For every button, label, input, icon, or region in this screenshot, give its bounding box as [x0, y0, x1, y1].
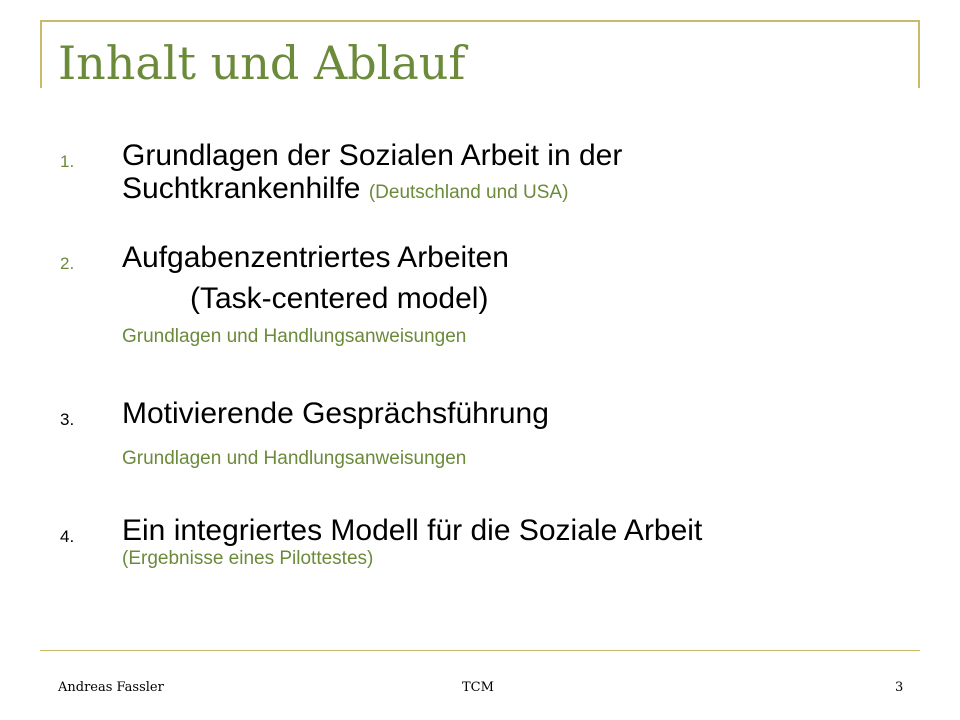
list-item-4-line1: Ein integriertes Modell für die Soziale Arbeit: [122, 514, 703, 547]
list-item-1-note: (Deutschland und USA): [368, 182, 569, 203]
list-item-1-line1: Grundlagen der Sozialen Arbeit in der: [122, 139, 623, 172]
footer-author: Andreas Fassler: [58, 680, 164, 695]
list-number-3: 3.: [60, 410, 75, 429]
list-number-4: 4.: [60, 527, 75, 546]
list-item-1-line2: [122, 173, 568, 209]
list-item-4-note: (Ergebnisse eines Pilottestes): [122, 548, 374, 569]
frame-top-line: [40, 20, 920, 22]
footer-divider: [40, 650, 920, 651]
list-item-2-line1: Aufgabenzentriertes Arbeiten: [122, 241, 509, 274]
list-item-1-line2-text: Suchtkrankenhilfe: [122, 172, 361, 205]
list-item-2-line2: (Task-centered model): [190, 282, 489, 315]
frame-left-line: [40, 20, 42, 88]
slide-title: Inhalt und Ablauf: [58, 36, 466, 90]
frame-right-line: [918, 20, 920, 88]
list-item-2-note: Grundlagen und Handlungsanweisungen: [122, 326, 467, 347]
list-number-1: 1.: [60, 152, 75, 171]
footer-center: TCM: [462, 680, 494, 695]
list-item-3-note: Grundlagen und Handlungsanweisungen: [122, 448, 467, 469]
list-number-2: 2.: [60, 254, 75, 273]
list-item-3-line1: Motivierende Gesprächsführung: [122, 397, 549, 430]
footer-page-number: 3: [895, 680, 904, 695]
